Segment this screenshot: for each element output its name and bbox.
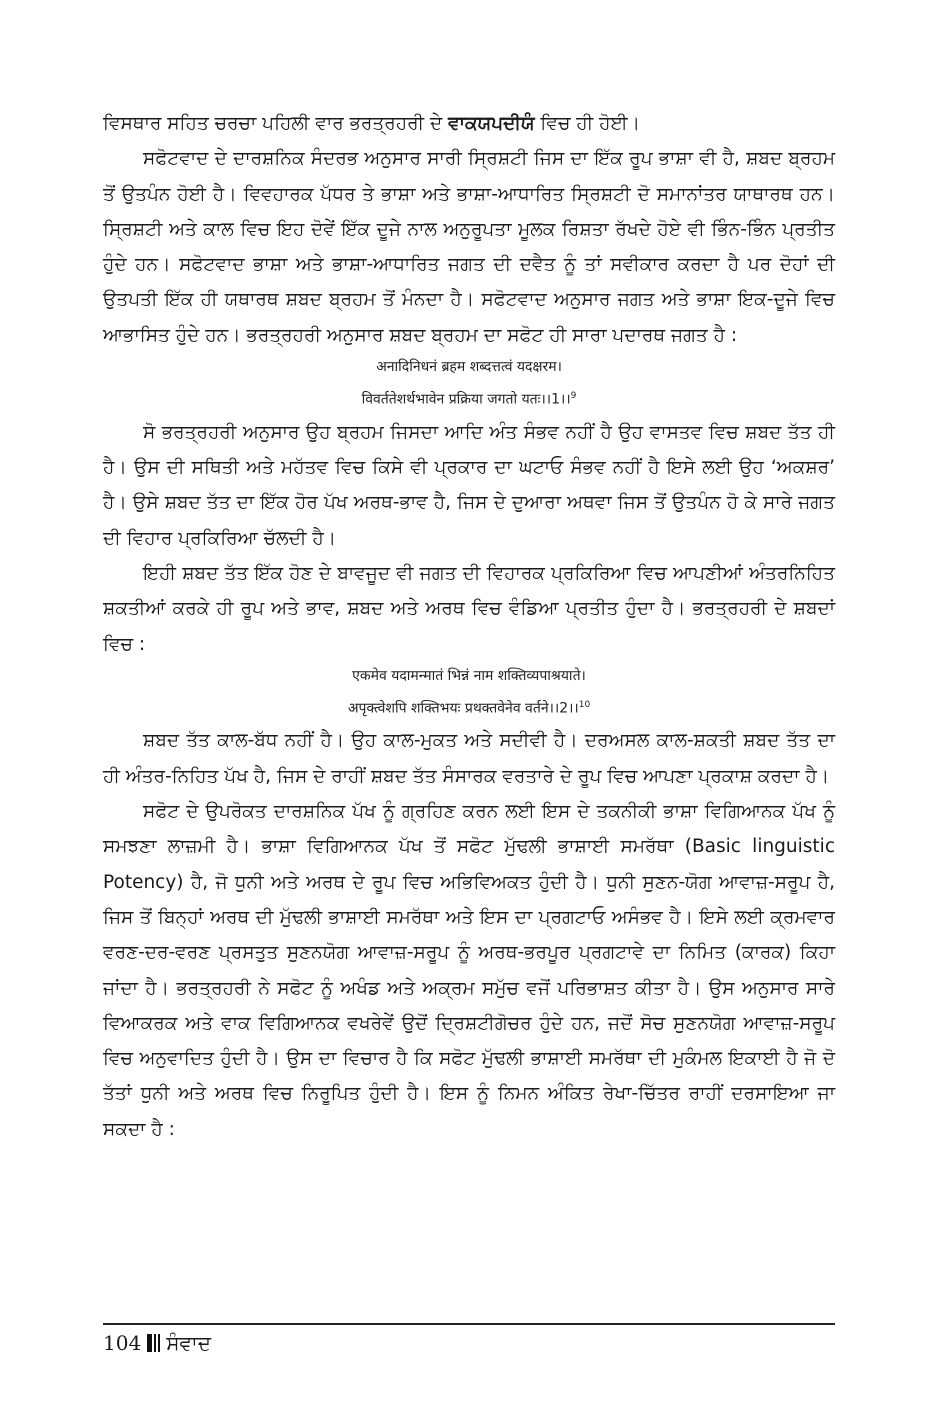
separator-bars-icon — [147, 1334, 160, 1352]
paragraph-1-end: ਵਿਚ ਹੀ ਹੋਈ। — [534, 113, 641, 134]
verse-2-line-1: एकमेव यदामन्मातं भिन्नं नाम शक्तिव्यपाश्रयाते। — [352, 667, 586, 684]
page-number: 104 — [103, 1331, 142, 1355]
verse-1-line-2-text: विवर्ततेशर्थभावेन प्रक्रिया जगतो यतः।।1।। — [361, 391, 571, 408]
paragraph-5: ਸ਼ਬਦ ਤੱਤ ਕਾਲ-ਬੱਧ ਨਹੀਂ ਹੈ। ਉਹ ਕਾਲ-ਮੁਕਤ ਅਤੇ ਸਦੀਵੀ ਹੈ। ਦਰਅਸਲ ਕਾਲ-ਸ਼ਕਤੀ ਸ਼ਬਦ ਤੱਤ ਦਾ ਹੀ ਅੰਤਰ-ਨਿਹਿਤ ਪੱਖ ਹੈ, ਜਿਸ ਦੇ ਰਾਹੀਂ ਸ਼ਬਦ ਤੱਤ ਸੰਸਾਰਕ ਵਰਤਾਰੇ ਦੇ ਰੂਪ ਵਿਚ ਆਪਣਾ ਪ੍ਰਕਾਸ਼ ਕਰਦਾ ਹੈ। — [103, 730, 835, 787]
footer-journal-title: ਸੰਵਾਦ — [166, 1331, 211, 1355]
paragraph-3: ਸੋ ਭਰਤ੍ਰਹਰੀ ਅਨੁਸਾਰ ਉਹ ਬ੍ਰਹਮ ਜਿਸਦਾ ਆਦਿ ਅੰਤ ਸੰਭਵ ਨਹੀਂ ਹੈ ਉਹ ਵਾਸਤਵ ਵਿਚ ਸ਼ਬਦ ਤੱਤ ਹੀ ਹੈ। ਉਸ ਦੀ ਸਥਿਤੀ ਅਤੇ ਮਹੱਤਵ ਵਿਚ ਕਿਸੇ ਵੀ ਪ੍ਰਕਾਰ ਦਾ ਘਟਾਓ ਸੰਭਵ ਨਹੀਂ ਹੈ ਇਸੇ ਲਈ ਉਹ ‘ਅਕਸ਼ਰ’ ਹੈ। ਉਸੇ ਸ਼ਬਦ ਤੱਤ ਦਾ ਇੱਕ ਹੋਰ ਪੱਖ ਅਰਥ-ਭਾਵ ਹੈ, ਜਿਸ ਦੇ ਦੁਆਰਾ ਅਥਵਾ ਜਿਸ ਤੋਂ ਉਤਪੰਨ ਹੋ ਕੇ ਸਾਰੇ ਜਗਤ ਦੀ ਵਿਹਾਰ ਪ੍ਰਕਿਰਿਆ ਚੱਲਦੀ ਹੈ। — [103, 421, 835, 549]
footer-divider — [103, 1323, 835, 1325]
verse-1-line-1: अनादिनिधनं ब्रहम शब्दत्तत्वं यदक्षरम। — [376, 359, 562, 376]
page-body — [103, 106, 835, 1147]
verse-2-line-2-text: अपृक्त्वेशपि शक्तिभयः प्रथक्तवेनेव वर्तने।।2।। — [347, 700, 579, 717]
verse-1 — [103, 353, 835, 415]
verse-2 — [103, 662, 835, 724]
footnote-ref-9: 9 — [570, 391, 577, 402]
footnote-ref-10: 10 — [578, 699, 591, 710]
book-title-bold: ਵਾਕਯਪਦੀਯੰ — [448, 113, 535, 134]
paragraph-1 — [103, 106, 835, 141]
paragraph-1-start: ਵਿਸਥਾਰ ਸਹਿਤ ਚਰਚਾ ਪਹਿਲੀ ਵਾਰ ਭਰਤ੍ਰਹਰੀ ਦੇ — [103, 113, 449, 134]
paragraph-2: ਸਫੋਟਵਾਦ ਦੇ ਦਾਰਸ਼ਨਿਕ ਸੰਦਰਭ ਅਨੁਸਾਰ ਸਾਰੀ ਸ੍ਰਿਸ਼ਟੀ ਜਿਸ ਦਾ ਇੱਕ ਰੂਪ ਭਾਸ਼ਾ ਵੀ ਹੈ, ਸ਼ਬਦ ਬ੍ਰਹਮ ਤੋਂ ਉਤਪੰਨ ਹੋਈ ਹੈ। ਵਿਵਹਾਰਕ ਪੱਧਰ ਤੇ ਭਾਸ਼ਾ ਅਤੇ ਭਾਸ਼ਾ-ਆਧਾਰਿਤ ਸ੍ਰਿਸ਼ਟੀ ਦੋ ਸਮਾਨਾਂਤਰ ਯਾਥਾਰਥ ਹਨ। ਸ੍ਰਿਸ਼ਟੀ ਅਤੇ ਕਾਲ ਵਿਚ ਇਹ ਦੋਵੇਂ ਇੱਕ ਦੂਜੇ ਨਾਲ ਅਨੁਰੂਪਤਾ ਮੂਲਕ ਰਿਸ਼ਤਾ ਰੱਖਦੇ ਹੋਏ ਵੀ ਭਿੰਨ-ਭਿੰਨ ਪ੍ਰਤੀਤ ਹੁੰਦੇ ਹਨ। ਸਫੋਟਵਾਦ ਭਾਸ਼ਾ ਅਤੇ ਭਾਸ਼ਾ-ਆਧਾਰਿਤ ਜਗਤ ਦੀ ਦਵੈਤ ਨੂੰ ਤਾਂ ਸਵੀਕਾਰ ਕਰਦਾ ਹੈ ਪਰ ਦੋਹਾਂ ਦੀ ਉਤਪਤੀ ਇੱਕ ਹੀ ਯਥਾਰਥ ਸ਼ਬਦ ਬ੍ਰਹਮ ਤੋਂ ਮੰਨਦਾ ਹੈ। ਸਫੋਟਵਾਦ ਅਨੁਸਾਰ ਜਗਤ ਅਤੇ ਭਾਸ਼ਾ ਇਕ-ਦੂਜੇ ਵਿਚ ਆਭਾਸਿਤ ਹੁੰਦੇ ਹਨ। ਭਰਤ੍ਰਹਰੀ ਅਨੁਸਾਰ ਸ਼ਬਦ ਬ੍ਰਹਮ ਦਾ ਸਫੋਟ ਹੀ ਸਾਰਾ ਪਦਾਰਥ ਜਗਤ ਹੈ : — [103, 148, 835, 346]
paragraph-4: ਇਹੀ ਸ਼ਬਦ ਤੱਤ ਇੱਕ ਹੋਣ ਦੇ ਬਾਵਜੂਦ ਵੀ ਜਗਤ ਦੀ ਵਿਹਾਰਕ ਪ੍ਰਕਿਰਿਆ ਵਿਚ ਆਪਣੀਆਂ ਅੰਤਰਨਿਹਿਤ ਸ਼ਕਤੀਆਂ ਕਰਕੇ ਹੀ ਰੂਪ ਅਤੇ ਭਾਵ, ਸ਼ਬਦ ਅਤੇ ਅਰਥ ਵਿਚ ਵੰਡਿਆ ਪ੍ਰਤੀਤ ਹੁੰਦਾ ਹੈ। ਭਰਤ੍ਰਹਰੀ ਦੇ ਸ਼ਬਦਾਂ ਵਿਚ : — [103, 562, 835, 655]
paragraph-6: ਸਫੋਟ ਦੇ ਉਪਰੋਕਤ ਦਾਰਸ਼ਨਿਕ ਪੱਖ ਨੂੰ ਗ੍ਰਹਿਣ ਕਰਨ ਲਈ ਇਸ ਦੇ ਤਕਨੀਕੀ ਭਾਸ਼ਾ ਵਿਗਿਆਨਕ ਪੱਖ ਨੂੰ ਸਮਝਣਾ ਲਾਜ਼ਮੀ ਹੈ। ਭਾਸ਼ਾ ਵਿਗਿਆਨਕ ਪੱਖ ਤੋਂ ਸਫੋਟ ਮੁੱਢਲੀ ਭਾਸ਼ਾਈ ਸਮਰੱਥਾ (Basic linguistic Potency) ਹੈ, ਜੋ ਧੁਨੀ ਅਤੇ ਅਰਥ ਦੇ ਰੂਪ ਵਿਚ ਅਭਿਵਿਅਕਤ ਹੁੰਦੀ ਹੈ। ਧੁਨੀ ਸੁਣਨ-ਯੋਗ ਆਵਾਜ਼-ਸਰੂਪ ਹੈ, ਜਿਸ ਤੋਂ ਬਿਨ੍ਹਾਂ ਅਰਥ ਦੀ ਮੁੱਢਲੀ ਭਾਸ਼ਾਈ ਸਮਰੱਥਾ ਅਤੇ ਇਸ ਦਾ ਪ੍ਰਗਟਾਓ ਅਸੰਭਵ ਹੈ। ਇਸੇ ਲਈ ਕ੍ਰਮਵਾਰ ਵਰਣ-ਦਰ-ਵਰਣ ਪ੍ਰਸਤੁਤ ਸੁਣਨਯੋਗ ਆਵਾਜ਼-ਸਰੂਪ ਨੂੰ ਅਰਥ-ਭਰਪੂਰ ਪ੍ਰਗਟਾਵੇ ਦਾ ਨਿਮਿਤ (ਕਾਰਕ) ਕਿਹਾ ਜਾਂਦਾ ਹੈ। ਭਰਤ੍ਰਹਰੀ ਨੇ ਸਫੋਟ ਨੂੰ ਅਖੰਡ ਅਤੇ ਅਕ੍ਰਮ ਸਮੁੱਚ ਵਜੋਂ ਪਰਿਭਾਸ਼ਤ ਕੀਤਾ ਹੈ। ਉਸ ਅਨੁਸਾਰ ਸਾਰੇ ਵਿਆਕਰਕ ਅਤੇ ਵਾਕ ਵਿਗਿਆਨਕ ਵਖਰੇਵੇਂ ਉਦੋਂ ਦ੍ਰਿਸ਼ਟੀਗੋਚਰ ਹੁੰਦੇ ਹਨ, ਜਦੋਂ ਸੋਚ ਸੁਣਨਯੋਗ ਆਵਾਜ਼-ਸਰੂਪ ਵਿਚ ਅਨੁਵਾਦਿਤ ਹੁੰਦੀ ਹੈ। ਉਸ ਦਾ ਵਿਚਾਰ ਹੈ ਕਿ ਸਫੋਟ ਮੁੱਢਲੀ ਭਾਸ਼ਾਈ ਸਮਰੱਥਾ ਦੀ ਮੁਕੰਮਲ ਇਕਾਈ ਹੈ ਜੋ ਦੋ ਤੱਤਾਂ ਧੁਨੀ ਅਤੇ ਅਰਥ ਵਿਚ ਨਿਰੂਪਿਤ ਹੁੰਦੀ ਹੈ। ਇਸ ਨੂੰ ਨਿਮਨ ਅੰਕਿਤ ਰੇਖਾ-ਚਿੱਤਰ ਰਾਹੀਂ ਦਰਸਾਇਆ ਜਾ ਸਕਦਾ ਹੈ : — [103, 801, 835, 1140]
verse-2-line-2 — [103, 691, 835, 724]
page-footer — [103, 1328, 211, 1358]
verse-1-line-2 — [103, 382, 835, 415]
